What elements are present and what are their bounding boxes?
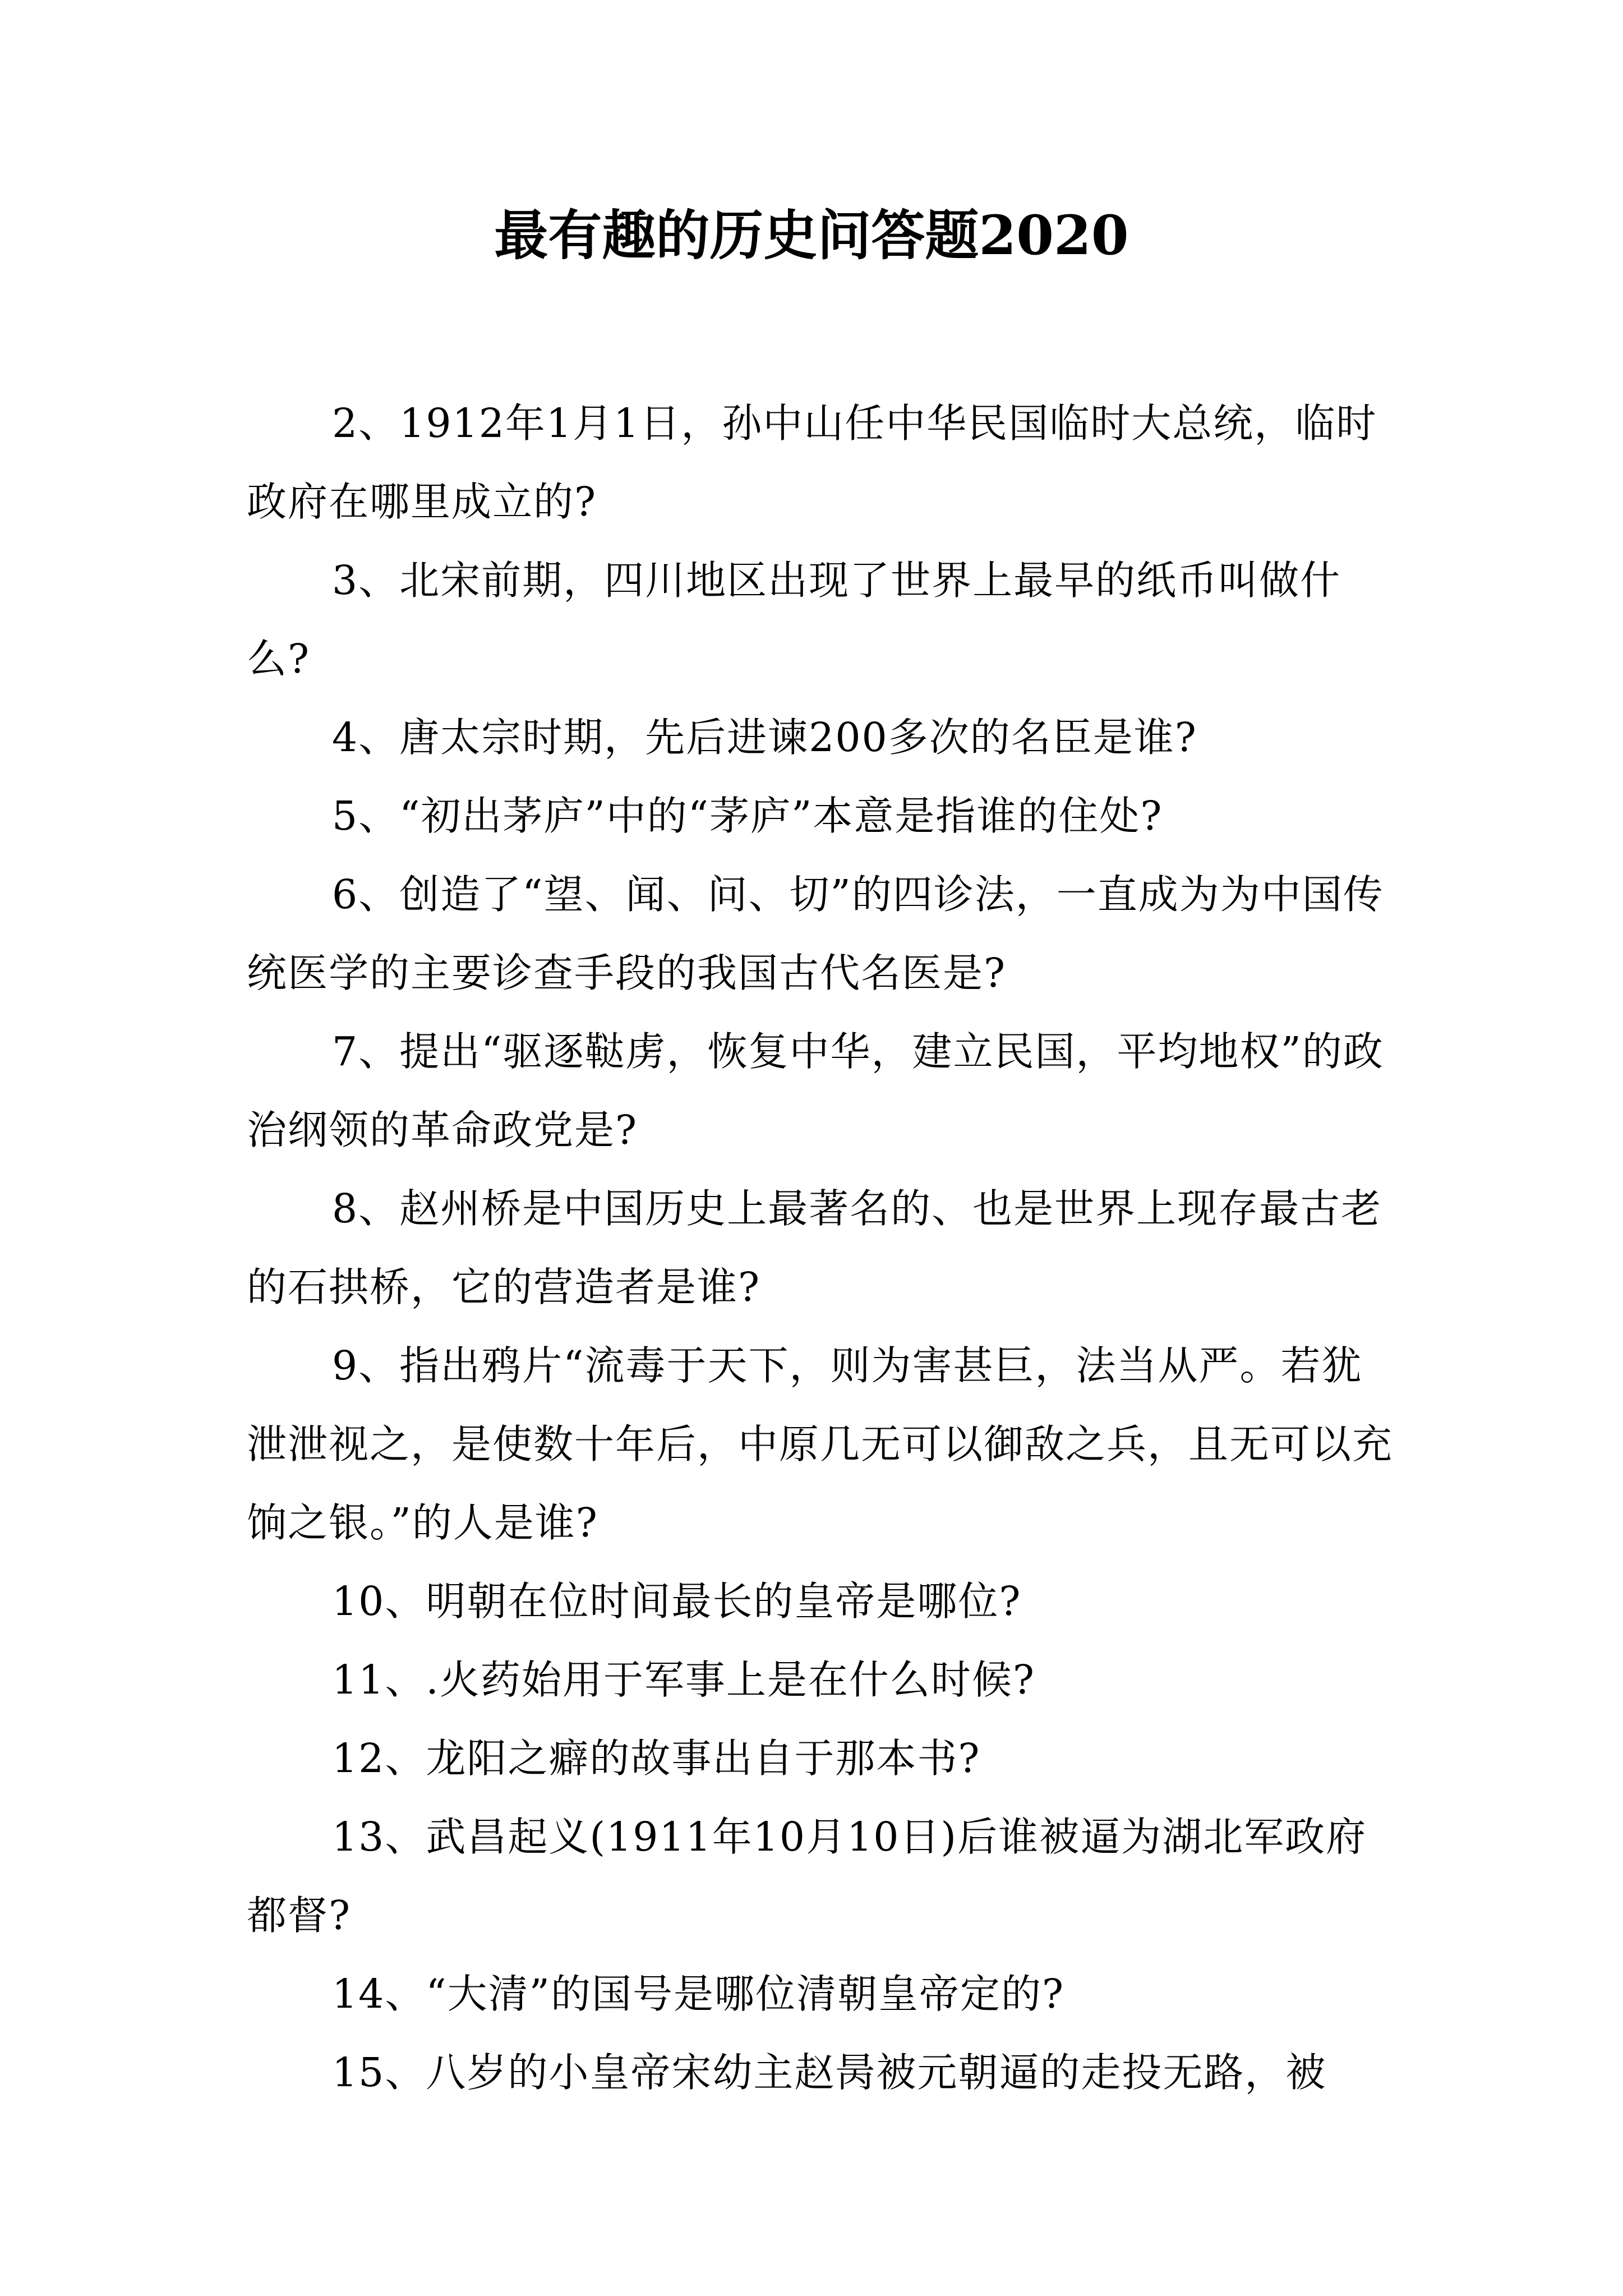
question-item: 9、指出鸦片“流毒于天下，则为害甚巨，法当从严。若犹泄泄视之，是使数十年后，中原几无可以御敌之兵，且无可以充饷之银。”的人是谁? <box>247 1342 1394 1546</box>
question-item: 5、“初出茅庐”中的“茅庐”本意是指谁的住处? <box>332 793 1163 839</box>
question-item: 10、明朝在位时间最长的皇帝是哪位? <box>332 1578 1022 1625</box>
question-item: 3、北宋前期，四川地区出现了世界上最早的纸币叫做什么? <box>247 557 1341 682</box>
question-item: 8、赵州桥是中国历史上最著名的、也是世界上现存最古老的石拱桥，它的营造者是谁? <box>247 1185 1382 1310</box>
question-item: 14、“大清”的国号是哪位清朝皇帝定的? <box>332 1971 1065 2017</box>
document-title: 最有趣的历史问答题2020 <box>494 204 1129 267</box>
question-item: 12、龙阳之癖的故事出自于那本书? <box>332 1735 981 1782</box>
question-item: 7、提出“驱逐鞑虏，恢复中华，建立民国，平均地权”的政治纲领的革命政党是? <box>247 1028 1384 1153</box>
question-item: 6、创造了“望、闻、问、切”的四诊法，一直成为为中国传统医学的主要诊查手段的我国古代名医是? <box>247 871 1384 996</box>
question-item: 4、唐太宗时期，先后进谏200多次的名臣是谁? <box>332 714 1197 761</box>
question-item: 11、.火药始用于军事上是在什么时候? <box>332 1657 1035 1703</box>
question-item: 2、1912年1月1日，孙中山任中华民国临时大总统，临时政府在哪里成立的? <box>247 400 1377 525</box>
question-list <box>247 384 1396 2112</box>
question-item: 13、武昌起义(1911年10月10日)后谁被逼为湖北军政府都督? <box>247 1814 1367 1939</box>
question-item: 15、八岁的小皇帝宋幼主赵昺被元朝逼的走投无路，被 <box>332 2049 1327 2096</box>
